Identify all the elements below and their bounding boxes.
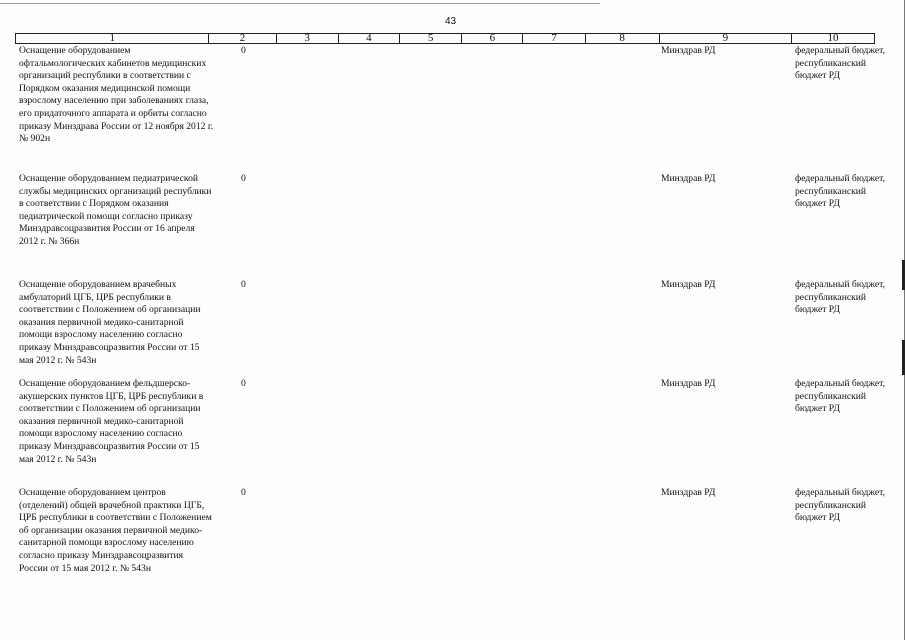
row-value: 0 — [241, 173, 246, 184]
column-header-7: 7 — [523, 34, 585, 44]
row-executor: Минздрав РД — [661, 173, 716, 184]
column-header-8: 8 — [585, 34, 659, 44]
row-description: Оснащение оборудованием врачебных амбулаторий ЦГБ, ЦРБ республики в соответствии с Положением об организации оказания первичной медико-санитарной помощи взрослому населению согласно приказу Минздравсоцразвития России от 15 мая 2012 г. № 543н — [19, 279, 201, 366]
column-header-1: 1 — [16, 34, 209, 44]
row-value: 0 — [241, 279, 246, 290]
row-description: Оснащение оборудованием фельдшерско-акушерских пунктов ЦГБ, ЦРБ республики в соответствии с Положением об организации оказания первичной медико-санитарной помощи взрослому населению согласно приказу Минздравсоцразвития России от 15 мая 2012 г. № 543н — [19, 378, 204, 465]
column-header-4: 4 — [338, 34, 399, 44]
column-header-5: 5 — [399, 34, 461, 44]
column-header-10: 10 — [791, 34, 874, 44]
row-funding-source: федеральный бюджет, республиканский бюджет РД — [795, 279, 885, 316]
row-executor: Минздрав РД — [661, 487, 716, 498]
row-funding-source: федеральный бюджет, республиканский бюджет РД — [795, 378, 885, 415]
column-header-3: 3 — [276, 34, 338, 44]
row-value: 0 — [241, 487, 246, 498]
column-header-2: 2 — [209, 34, 276, 44]
row-executor: Минздрав РД — [661, 378, 716, 389]
column-header-table — [15, 33, 875, 44]
scan-top-rule — [0, 3, 600, 4]
row-funding-source: федеральный бюджет, республиканский бюджет РД — [795, 487, 885, 524]
row-description: Оснащение оборудованием офтальмологических кабинетов медицинских организаций республики в соответствии с Порядком оказания медицинской помощи взрослому населению при заболеваниях глаза, его придаточного аппарата и орбиты согласно приказу Минздрава России от 12 ноября 2012 г. № 902н — [19, 45, 214, 145]
column-header-6: 6 — [462, 34, 523, 44]
row-value: 0 — [241, 45, 246, 56]
column-header-9: 9 — [659, 34, 791, 44]
row-funding-source: федеральный бюджет, республиканский бюджет РД — [795, 173, 885, 210]
page-number: 43 — [445, 16, 457, 27]
row-description: Оснащение оборудованием педиатрической службы медицинских организаций республики в соответствии с Порядком оказания педиатрической помощи согласно приказу Минздравсоцразвития России от 16 апреля 2012 г. № 366н — [19, 173, 212, 247]
row-executor: Минздрав РД — [661, 45, 716, 56]
row-value: 0 — [241, 378, 246, 389]
row-funding-source: федеральный бюджет, республиканский бюджет РД — [795, 45, 885, 82]
row-executor: Минздрав РД — [661, 279, 716, 290]
row-description: Оснащение оборудованием центров (отделений) общей врачебной практики ЦГБ, ЦРБ республики в соответствии с Положением об организации оказания первичной медико-санитарной помощи взрослому населению согласно приказу Минздравсоцразвития России от 15 мая 2012 г. № 543н — [19, 487, 212, 574]
